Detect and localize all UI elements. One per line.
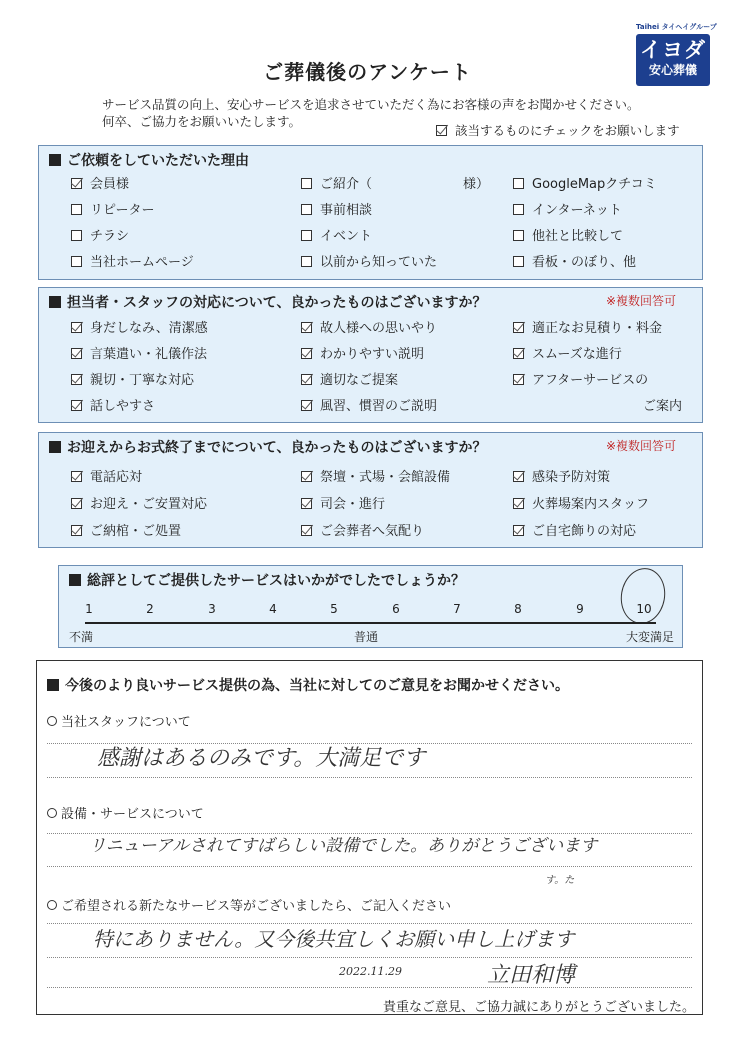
checkbox[interactable] [301,525,312,536]
answer-line [47,957,692,958]
checkbox[interactable] [71,525,82,536]
multiple-answer-note: ※複数回答可 [605,439,676,453]
checkbox[interactable] [71,178,82,189]
scale-line [85,622,656,624]
reason-option-known[interactable]: 以前から知っていた [301,254,437,272]
logo-brand: Taihei タイヘイグループ [636,23,717,31]
scale-high-label: 大変満足 [625,630,674,644]
scale-low-label: 不満 [69,630,94,644]
staff-option-appearance[interactable]: 身だしなみ、清潔感 [71,320,208,338]
reason-option-internet[interactable]: インターネット [513,202,622,220]
answer-request[interactable]: 特にありません。又今後共宜しくお願い申し上げます [93,927,575,951]
checkbox[interactable] [301,471,312,482]
staff-option-proposal[interactable]: 適切なご提案 [301,372,398,390]
scale-4[interactable]: 4 [269,602,277,616]
multiple-answer-note: ※複数回答可 [605,294,676,308]
answer-line [47,777,692,778]
checkbox[interactable] [513,256,524,267]
staff-option-explanation[interactable]: わかりやすい説明 [301,346,424,364]
selected-score-circle [616,565,669,628]
reason-option-event[interactable]: イベント [301,228,372,246]
answer-facility[interactable]: リニューアルされてすばらしい設備でした。ありがとうございます [89,836,598,856]
check-instruction [436,121,680,139]
ceremony-section [38,432,703,548]
reason-option-member[interactable]: 会員様 [71,176,129,194]
staff-option-estimate[interactable]: 適正なお見積り・料金 [513,320,662,338]
checkbox[interactable] [301,256,312,267]
opinion-section [36,660,703,1015]
ceremony-option-encoffin[interactable]: ご納棺・ご処置 [71,523,181,541]
opinion-title: 今後のより良いサービス提供の為、当社に対してのご意見をお聞かせください。 [47,675,569,695]
staff-option-manners[interactable]: 言葉遣い・礼儀作法 [71,346,207,364]
rating-section-title: 総評としてご提供したサービスはいかがでしたでしょうか？ [69,570,465,590]
staff-option-aftercare-continuation: ご案内 [643,399,683,414]
staff-section [38,287,703,423]
checkbox[interactable] [301,348,312,359]
ceremony-option-phone[interactable]: 電話応対 [71,469,142,487]
checkbox[interactable] [513,204,524,215]
answer-date: 2022.11.29 [339,965,402,978]
reason-option-consultation[interactable]: 事前相談 [301,202,372,220]
scale-1[interactable]: 1 [85,602,93,616]
ceremony-option-pickup[interactable]: お迎え・ご安置対応 [71,496,207,514]
intro-line-1: サービス品質の向上、安心サービスを追求させていただく為にお客様の声をお聞かせください。 [102,97,640,112]
answer-staff[interactable]: 感謝はあるのみです。大満足です [97,746,426,771]
ceremony-section-title: お迎えからお式終了までについて、良かったものはございますか？ [49,437,486,457]
reason-section [38,145,703,280]
checkbox[interactable] [513,471,524,482]
answer-line [47,866,692,867]
checkbox[interactable] [71,498,82,509]
checkbox[interactable] [513,374,524,385]
checkbox[interactable] [513,178,524,189]
logo-sub: 安心葬儀 [648,63,697,77]
reason-option-googlemap[interactable]: GoogleMapクチコミ [513,176,657,194]
checkbox-example-icon [436,125,447,136]
reason-option-signboard[interactable]: 看板・のぼり、他 [513,254,636,272]
scale-3[interactable]: 3 [208,602,216,616]
checkbox[interactable] [513,322,524,333]
question-staff-label: 当社スタッフについて [47,711,191,730]
staff-option-compassion[interactable]: 故人様への思いやり [301,320,437,338]
ceremony-option-crematorium[interactable]: 火葬場案内スタッフ [513,496,649,514]
reason-option-comparison[interactable]: 他社と比較して [513,228,623,246]
question-facility-label: 設備・サービスについて [47,803,204,822]
checkbox[interactable] [71,256,82,267]
intro-line-2: 何卒、ご協力をお願いいたします。 [102,114,302,129]
staff-option-kindness[interactable]: 親切・丁寧な対応 [71,372,194,390]
signature: 立田和博 [487,963,576,988]
scale-5[interactable]: 5 [330,602,338,616]
scale-8[interactable]: 8 [514,602,522,616]
checkbox[interactable] [71,322,82,333]
ceremony-option-altar[interactable]: 祭壇・式場・会館設備 [301,469,450,487]
scale-mid-label: 普通 [354,630,379,644]
reason-option-homepage[interactable]: 当社ホームページ [71,254,194,272]
staff-option-aftercare[interactable]: アフターサービスの [513,372,648,390]
checkbox[interactable] [301,374,312,385]
ceremony-option-infection[interactable]: 感染予防対策 [513,469,610,487]
checkbox[interactable] [301,498,312,509]
staff-option-customs[interactable]: 風習、慣習のご説明 [301,398,437,416]
reason-option-repeater[interactable]: リピーター [71,202,154,220]
ceremony-option-attendees[interactable]: ご会葬者へ気配り [301,523,424,541]
reason-section-title: ご依頼をしていただいた理由 [49,150,249,170]
checkbox[interactable] [71,230,82,241]
answer-facility-aside: す。た [545,875,575,886]
checkbox[interactable] [71,348,82,359]
checkbox[interactable] [301,204,312,215]
checkbox[interactable] [513,348,524,359]
scale-2[interactable]: 2 [146,602,154,616]
scale-10[interactable]: 10 [636,602,652,616]
checkbox[interactable] [71,204,82,215]
reason-option-referral[interactable]: ご紹介（ 様） [301,176,489,194]
checkbox[interactable] [71,374,82,385]
checkbox[interactable] [513,230,524,241]
checkbox[interactable] [513,525,524,536]
footer-thanks: 貴重なご意見、ご協力誠にありがとうございました。 [382,1000,695,1015]
question-request-label: ご希望される新たなサービス等がございましたら、ご記入ください [47,895,451,914]
reason-option-flyer[interactable]: チラシ [71,228,129,246]
check-instruction-text: 該当するものにチェックをお願いします [455,123,680,138]
checkbox[interactable] [301,178,312,189]
scale-7[interactable]: 7 [453,602,461,616]
checkbox[interactable] [71,471,82,482]
page-title: ご葬儀後のアンケート [263,60,472,84]
scale-6[interactable]: 6 [392,602,400,616]
checkbox[interactable] [301,322,312,333]
staff-section-title: 担当者・スタッフの対応について、良かったものはございますか？ [49,292,486,312]
ceremony-option-home-decor[interactable]: ご自宅飾りの対応 [513,523,636,541]
staff-option-approachable[interactable]: 話しやすさ [71,398,155,416]
scale-9[interactable]: 9 [576,602,584,616]
logo-name: イヨダ [640,38,706,62]
rating-section [58,565,683,648]
checkbox[interactable] [301,230,312,241]
ceremony-option-mc[interactable]: 司会・進行 [301,496,385,514]
answer-line [47,987,692,988]
checkbox[interactable] [513,498,524,509]
staff-option-progress[interactable]: スムーズな進行 [513,346,622,364]
checkbox[interactable] [71,400,82,411]
checkbox[interactable] [301,400,312,411]
